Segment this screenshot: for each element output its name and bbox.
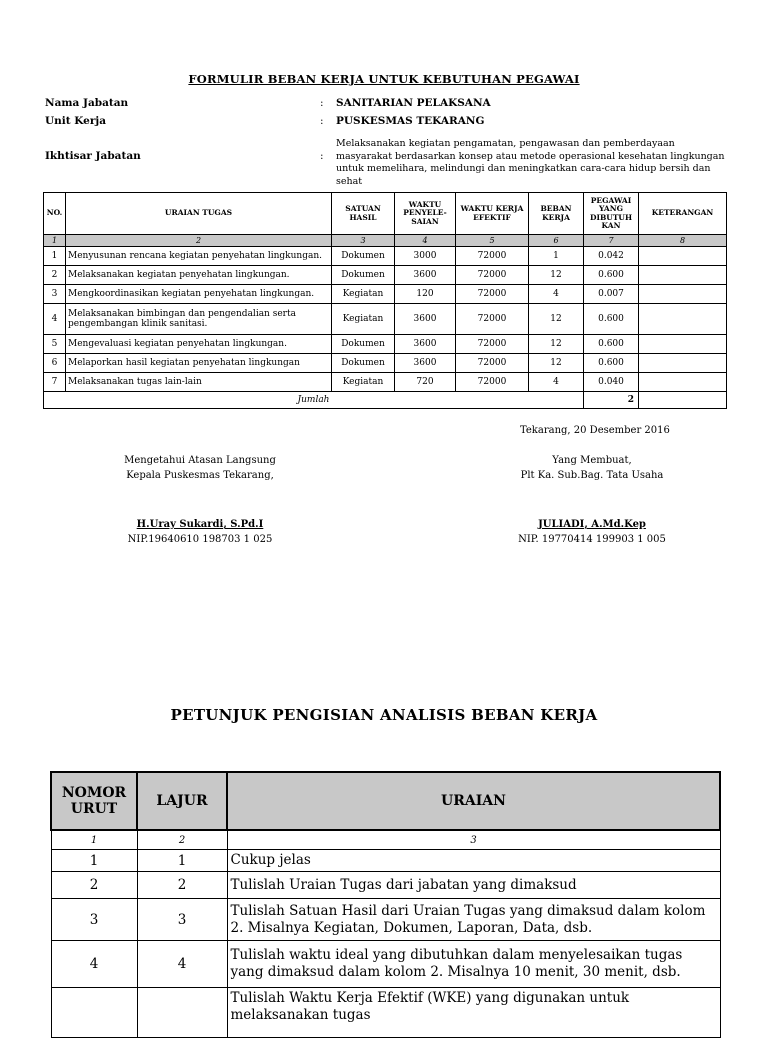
row-keterangan <box>639 335 727 354</box>
col-num: 8 <box>639 235 727 247</box>
ikhtisar-label: Ikhtisar Jabatan <box>45 150 141 162</box>
petunjuk-no <box>51 988 137 1038</box>
row-satuan: Dokumen <box>332 266 395 285</box>
row-waktu: 3600 <box>395 304 456 335</box>
petunjuk-no: 1 <box>51 850 137 872</box>
petunjuk-uraian: Tulislah Waktu Kerja Efektif (WKE) yang digunakan untuk melaksanakan tugas <box>227 988 720 1038</box>
row-no: 7 <box>44 373 66 392</box>
row-uraian: Mengevaluasi kegiatan penyehatan lingkungan. <box>66 335 332 354</box>
left-sign-name: H.Uray Sukardi, S.Pd.I <box>136 519 264 530</box>
row-waktu: 3600 <box>395 266 456 285</box>
petunjuk-table <box>50 771 721 1038</box>
row-keterangan <box>639 373 727 392</box>
list-item <box>51 872 720 899</box>
jumlah-value: 2 <box>584 392 639 409</box>
petunjuk-uraian: Tulislah waktu ideal yang dibutuhkan dalam menyelesaikan tugas yang dimaksud dalam kolom 2. Misalnya 10 menit, 30 menit, dsb. <box>227 941 720 988</box>
row-wke: 72000 <box>456 266 529 285</box>
beban-kerja-table <box>43 192 727 409</box>
petunjuk-lajur: 3 <box>137 899 227 941</box>
left-sign-nip: NIP.19640610 198703 1 025 <box>127 534 273 545</box>
row-keterangan <box>639 247 727 266</box>
col-num: 1 <box>44 235 66 247</box>
place-date: Tekarang, 20 Desember 2016 <box>520 425 670 436</box>
row-uraian: Melaporkan hasil kegiatan penyehatan lingkungan <box>66 354 332 373</box>
row-satuan: Kegiatan <box>332 304 395 335</box>
header-pegawai: PEGAWAI YANG DIBUTUH KAN <box>584 193 639 235</box>
petunjuk-title: PETUNJUK PENGISIAN ANALISIS BEBAN KERJA <box>170 706 598 724</box>
row-satuan: Dokumen <box>332 354 395 373</box>
row-uraian: Mengkoordinasikan kegiatan penyehatan lingkungan. <box>66 285 332 304</box>
header-wke: WAKTU KERJA EFEKTIF <box>456 193 529 235</box>
row-pegawai: 0.007 <box>584 285 639 304</box>
row-waktu: 3600 <box>395 354 456 373</box>
col-num: 5 <box>456 235 529 247</box>
column-number-row <box>51 830 720 850</box>
header-waktu: WAKTU PENYELE-SAIAN <box>395 193 456 235</box>
petunjuk-uraian: Tulislah Satuan Hasil dari Uraian Tugas yang dimaksud dalam kolom 2. Misalnya Kegiatan, Dokumen, Laporan, Data, dsb. <box>227 899 720 941</box>
right-sign-line2: Plt Ka. Sub.Bag. Tata Usaha <box>520 470 664 481</box>
petunjuk-uraian: Tulislah Uraian Tugas dari jabatan yang dimaksud <box>227 872 720 899</box>
row-pegawai: 0.600 <box>584 354 639 373</box>
header-no: NO. <box>44 193 66 235</box>
row-pegawai: 0.042 <box>584 247 639 266</box>
row-satuan: Kegiatan <box>332 373 395 392</box>
petunjuk-no: 2 <box>51 872 137 899</box>
list-item <box>51 988 720 1038</box>
colon: : <box>320 115 324 127</box>
row-pegawai: 0.600 <box>584 304 639 335</box>
col-num: 7 <box>584 235 639 247</box>
table-row <box>44 247 727 266</box>
table-row <box>44 373 727 392</box>
row-uraian: Melaksanakan kegiatan penyehatan lingkungan. <box>66 266 332 285</box>
list-item <box>51 941 720 988</box>
row-wke: 72000 <box>456 247 529 266</box>
colon: : <box>320 97 324 109</box>
column-number-row <box>44 235 727 247</box>
row-keterangan <box>639 354 727 373</box>
col-num: 1 <box>51 830 137 850</box>
row-wke: 72000 <box>456 354 529 373</box>
right-sign-name: JULIADI, A.Md.Kep <box>538 519 646 530</box>
col-num: 3 <box>227 830 720 850</box>
row-wke: 72000 <box>456 304 529 335</box>
unit-kerja-value: PUSKESMAS TEKARANG <box>336 115 485 127</box>
row-wke: 72000 <box>456 373 529 392</box>
right-sign-line1: Yang Membuat, <box>552 455 632 466</box>
row-uraian: Menyusunan rencana kegiatan penyehatan lingkungan. <box>66 247 332 266</box>
row-waktu: 120 <box>395 285 456 304</box>
row-no: 5 <box>44 335 66 354</box>
total-row <box>44 392 727 409</box>
header-nomor-urut: NOMOR URUT <box>51 772 137 830</box>
col-num: 3 <box>332 235 395 247</box>
right-signature <box>492 453 692 547</box>
row-uraian: Melaksanakan bimbingan dan pengendalian serta pengembangan klinik sanitasi. <box>66 304 332 335</box>
row-beban: 12 <box>529 335 584 354</box>
col-num: 2 <box>66 235 332 247</box>
petunjuk-lajur: 2 <box>137 872 227 899</box>
row-waktu: 720 <box>395 373 456 392</box>
header-satuan: SATUAN HASIL <box>332 193 395 235</box>
row-keterangan <box>639 266 727 285</box>
left-sign-line2: Kepala Puskesmas Tekarang, <box>126 470 274 481</box>
petunjuk-lajur: 4 <box>137 941 227 988</box>
row-beban: 4 <box>529 373 584 392</box>
jumlah-label: Jumlah <box>44 392 584 409</box>
table-row <box>44 285 727 304</box>
row-satuan: Dokumen <box>332 335 395 354</box>
row-beban: 12 <box>529 304 584 335</box>
jumlah-keterangan <box>639 392 727 409</box>
list-item <box>51 899 720 941</box>
row-keterangan <box>639 285 727 304</box>
table-row <box>44 266 727 285</box>
unit-kerja-label: Unit Kerja <box>45 115 106 127</box>
row-pegawai: 0.600 <box>584 266 639 285</box>
header-lajur: LAJUR <box>137 772 227 830</box>
petunjuk-uraian: Cukup jelas <box>227 850 720 872</box>
row-uraian: Melaksanakan tugas lain-lain <box>66 373 332 392</box>
row-wke: 72000 <box>456 285 529 304</box>
header-uraian: URAIAN TUGAS <box>66 193 332 235</box>
row-satuan: Kegiatan <box>332 285 395 304</box>
form-title: FORMULIR BEBAN KERJA UNTUK KEBUTUHAN PEGAWAI <box>188 72 580 86</box>
left-sign-line1: Mengetahui Atasan Langsung <box>124 455 276 466</box>
header-keterangan: KETERANGAN <box>639 193 727 235</box>
row-beban: 4 <box>529 285 584 304</box>
row-waktu: 3000 <box>395 247 456 266</box>
list-item <box>51 850 720 872</box>
row-wke: 72000 <box>456 335 529 354</box>
row-waktu: 3600 <box>395 335 456 354</box>
row-pegawai: 0.040 <box>584 373 639 392</box>
table-row <box>44 354 727 373</box>
col-num: 2 <box>137 830 227 850</box>
row-no: 6 <box>44 354 66 373</box>
table-row <box>44 335 727 354</box>
row-keterangan <box>639 304 727 335</box>
row-beban: 12 <box>529 354 584 373</box>
ikhtisar-value: Melaksanakan kegiatan pengamatan, pengawasan dan pemberdayaan masyarakat berdasarkan konsep atau metode operasional kesehatan lingkungan untuk memelihara, melindungi dan meningkatkan cara-cara hidup bersih dan sehat <box>336 138 725 187</box>
row-no: 4 <box>44 304 66 335</box>
col-num: 4 <box>395 235 456 247</box>
row-satuan: Dokumen <box>332 247 395 266</box>
row-no: 3 <box>44 285 66 304</box>
header-uraian: URAIAN <box>227 772 720 830</box>
table-row <box>44 304 727 335</box>
row-beban: 12 <box>529 266 584 285</box>
header-beban: BEBAN KERJA <box>529 193 584 235</box>
petunjuk-no: 3 <box>51 899 137 941</box>
row-beban: 1 <box>529 247 584 266</box>
colon: : <box>320 150 324 162</box>
left-signature <box>100 453 300 547</box>
petunjuk-lajur: 1 <box>137 850 227 872</box>
row-no: 2 <box>44 266 66 285</box>
row-pegawai: 0.600 <box>584 335 639 354</box>
petunjuk-no: 4 <box>51 941 137 988</box>
right-sign-nip: NIP. 19770414 199903 1 005 <box>518 534 666 545</box>
col-num: 6 <box>529 235 584 247</box>
petunjuk-lajur <box>137 988 227 1038</box>
row-no: 1 <box>44 247 66 266</box>
nama-jabatan-value: SANITARIAN PELAKSANA <box>336 97 491 109</box>
nama-jabatan-label: Nama Jabatan <box>45 97 129 109</box>
